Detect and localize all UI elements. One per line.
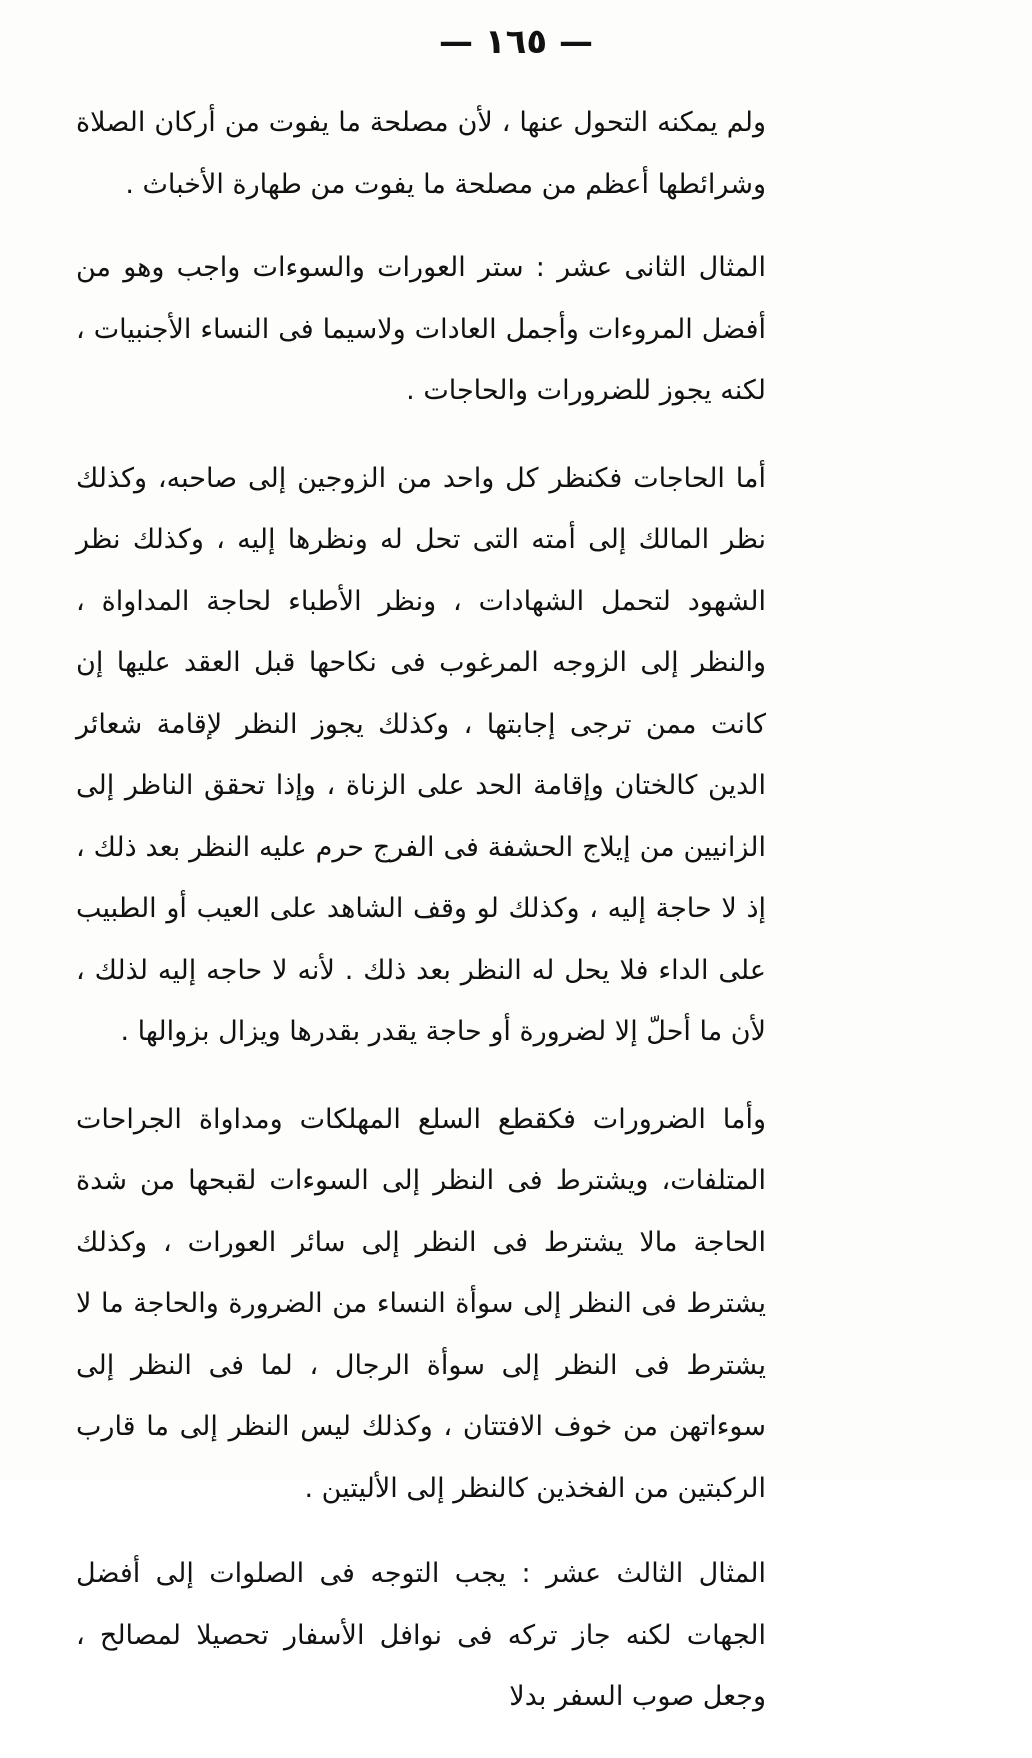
paragraph-5: المثال الثالث عشر : يجب التوجه فى الصلوات إلى أفضل الجهات لكنه جاز تركه فى نوافل الأسفار تحصيلا لمصالح ، وجعل صوب السفر بدلا: [76, 1558, 766, 1712]
page-number: — ١٦٥ —: [439, 22, 593, 62]
paragraph-3: أما الحاجات فكنظر كل واحد من الزوجين إلى صاحبه، وكذلك نظر المالك إلى أمته التى تحل له ونظرها إليه ، وكذلك نظر الشهود لتحمل الشهادات ، ونظر الأطباء لحاجة المداواة ، والنظر إلى الزوجه المرغوب فى نكاحها قبل العقد عليها إن كانت ممن ترجى إجابتها ، وكذلك يجوز النظر لإقامة شعائر الدين كالختان وإقامة الحد على الزناة ، وإذا تحقق الناظر إلى الزانيين من إيلاج الحشفة فى الفرج حرم عليه النظر بعد ذلك ، إذ لا حاجة إليه ، وكذلك لو وقف الشاهد على العيب أو الطبيب على الداء فلا يحل له النظر بعد ذلك . لأنه لا حاجه إليه لذلك ، لأن ما أحلّ إلا لضرورة أو حاجة يقدر بقدرها ويزال بزوالها .: [76, 462, 766, 1047]
page-body: [76, 92, 766, 1758]
paragraph-4: وأما الضرورات فكقطع السلع المهلكات ومداواة الجراحات المتلفات، ويشترط فى النظر إلى السوءات لقبحها من شدة الحاجة مالا يشترط فى النظر إلى سائر العورات ، وكذلك يشترط فى النظر إلى سوأة النساء من الضرورة والحاجة ما لا يشترط فى النظر إلى سوأة الرجال ، لما فى النظر إلى سوءاتهن من خوف الافتتان ، وكذلك ليس النظر إلى ما قارب الركبتين من الفخذين كالنظر إلى الأليتين .: [76, 1103, 766, 1504]
paragraph-1: ولم يمكنه التحول عنها ، لأن مصلحة ما يفوت من أركان الصلاة وشرائطها أعظم من مصلحة ما يفوت من طهارة الأخباث .: [76, 107, 766, 200]
paragraph-2: المثال الثانى عشر : ستر العورات والسوءات واجب وهو من أفضل المروءات وأجمل العادات ولاسيما فى النساء الأجنبيات ، لكنه يجوز للضرورات والحاجات .: [76, 252, 766, 406]
